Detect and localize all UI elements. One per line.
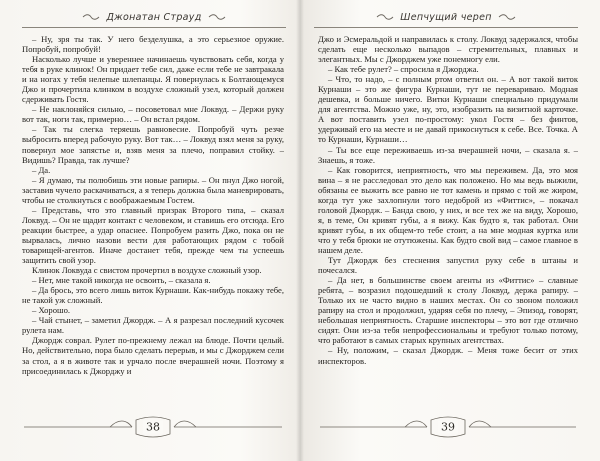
left-running-head: Джонатан Страуд bbox=[106, 11, 202, 23]
book-gutter-shadow bbox=[296, 0, 304, 461]
left-header-rule bbox=[22, 27, 286, 28]
right-page bbox=[300, 0, 600, 461]
right-page-number: 39 bbox=[438, 421, 458, 434]
paragraph: – Так ты слегка теряешь равновесие. Попробуй чуть резче выбросить вперед рабочую руку. Вот так… – Локвуд взял меня за руку, повернул мое запястье и, взяв меня за плечо, поправил стойку. – Видишь? Правда, так лучше? bbox=[22, 124, 284, 165]
left-running-header bbox=[22, 10, 286, 24]
paragraph: – Что, то надо, – с полным ртом ответил он. – А вот такой виток Курнаши – это же фигура Курнаши, тут не перевариваю. Модная дешевка, и больше ничего. Витки Курнаши специально придумали для агентства. Можно уже, ну, это, изобразить на визитной карточке. А вот поставить узел по-простому: укол Гостя – без финтов, удерживай его на месте и не давай прикоснуться к себе. Все. Точка. А то Курнаши, Курнаши… bbox=[318, 74, 578, 145]
paragraph: – Чай стынет, – заметил Джордж. – А я разрезал последний кусочек рулета нам. bbox=[22, 315, 284, 336]
left-header-ornament-right bbox=[208, 13, 226, 21]
paragraph: Джордж соврал. Рулет по-прежнему лежал на блюде. Почти целый. Но, действительно, пора было сделать перерыв, и мы с Джорджем сели за стол, а я в животе так и урчало после вчерашней ночи. Поэтому я присоединилась к Джорджу и bbox=[22, 335, 284, 376]
left-header-ornament-left bbox=[82, 13, 100, 21]
right-header-rule bbox=[314, 27, 578, 28]
paragraph: – Ну, зря ты так. У него безделушка, а это серьезное оружие. Попробуй, попробуй! bbox=[22, 34, 284, 55]
right-page-text bbox=[318, 34, 578, 406]
right-header-ornament-right bbox=[498, 13, 516, 21]
right-running-head: Шепчущий череп bbox=[400, 11, 492, 23]
paragraph: – Как тебе рулет? – спросила я Джорджа. bbox=[328, 64, 479, 75]
left-page-footer bbox=[22, 415, 284, 439]
paragraph: – Не наклоняйся сильно, – посоветовал мне Локвуд. – Держи руку вот так, ноги так, примерно… – Он встал рядом. bbox=[22, 104, 284, 125]
paragraph: – Ну, положим, – сказал Джордж. – Меня тоже бесит от этих инспекторов. bbox=[318, 345, 578, 366]
paragraph: – Я думаю, ты полюбишь эти новые рапиры. – Он пнул Джо ногой, заставив чучело раскачиваться, а я теперь должна была маневрировать, чтобы не столкнуться с воображаемым Гостем. bbox=[22, 174, 284, 205]
paragraph: – Да брось, это всего лишь виток Курнаши. Как-нибудь покажу тебе, не такой уж сложный. bbox=[22, 285, 284, 306]
right-header-ornament-left bbox=[376, 13, 394, 21]
paragraph: – Ты все еще переживаешь из-за вчерашней ночи, – сказала я. – Знаешь, я тоже. bbox=[318, 144, 578, 165]
right-page-footer bbox=[318, 415, 578, 439]
paragraph: Клинок Локвуда с свистом прочертил в воздухе сложный узор. bbox=[32, 265, 262, 276]
paragraph: – Хорошо. bbox=[32, 305, 71, 316]
paragraph: – Да нет, в большинстве своем агенты из «Фиттис» – славные ребята, – возразил подошедший к столу Локвуд, держа рапиру. – Только их не часто видно в наших местах. Он со звоном положил рапиру на стол и продолжил, ударяя себя по плечу, – Эпизод, говорят, небольшая неприятность. Старшие инспекторы – это вот где отлично сидят. Они из-за тебя непрофессиональны и требуют только потому, что работают в самых старых крупных агентствах. bbox=[318, 275, 578, 346]
right-running-header bbox=[314, 10, 578, 24]
left-page-number: 38 bbox=[143, 421, 163, 434]
paragraph: Тут Джордж без стеснения запустил руку себе в штаны и почесался. bbox=[318, 255, 578, 276]
paragraph: Насколько лучше и увереннее начинаешь чувствовать себя, когда у тебя в руке клинок! Он придает тебе сил, даже если тебе не завтракала и на ногах у тебя нелепые шлепанцы. Я повернулась к Болтающемуся Джо и прочертила клинком в воздухе сложный узел, который должен сдерживать Гостя. bbox=[22, 54, 284, 105]
paragraph: Джо и Эсмеральдой и направилась к столу. Локвуд задержался, чтобы сделать еще несколько выпадов – стремительных, плавных и элегантных. Мы с Джорджем уже понемногу ели. bbox=[318, 34, 578, 65]
left-page-text bbox=[22, 34, 284, 406]
paragraph: – Как говорится, неприятность, что мы переживем. Да, это моя вина – я не расследовал это дело как положено. Но мы ведь выжили, обязаны ее выжить все равно не тот камень и прямо с той же жиром, когда тут уже захлопнули того недоброй из «Фиттис», – покачал головой Джордж. – Банда свою, у них, и все тех же на виду, Хорошо, я, в теме, Он кривят губы, а я вижу. Как будто я, так работал. Они кривят губы, в их общем-то тебе стоит, а на мне модная куртка или что у тебя брюки не отутюжены. Как будто свой вид – самое главное в нашем деле. bbox=[318, 164, 578, 255]
paragraph: – Нет, мне такой никогда не освоить, – сказала я. bbox=[32, 275, 211, 286]
paragraph: – Да. bbox=[32, 164, 51, 175]
paragraph: – Представь, что это главный призрак Второго типа, – сказал Локвуд. – Он не щадит контакт с человеком, и ставишь его отсюда. Его реакции быстрее, а удар опаснее. Попробуем разить Джо, пока он не вырвалась, лично назови вести для работающих рядом с тобой товарищей-агентов. Иначе достанет тебя, прежде чем ты успеешь защитить свой узор. bbox=[22, 204, 284, 266]
